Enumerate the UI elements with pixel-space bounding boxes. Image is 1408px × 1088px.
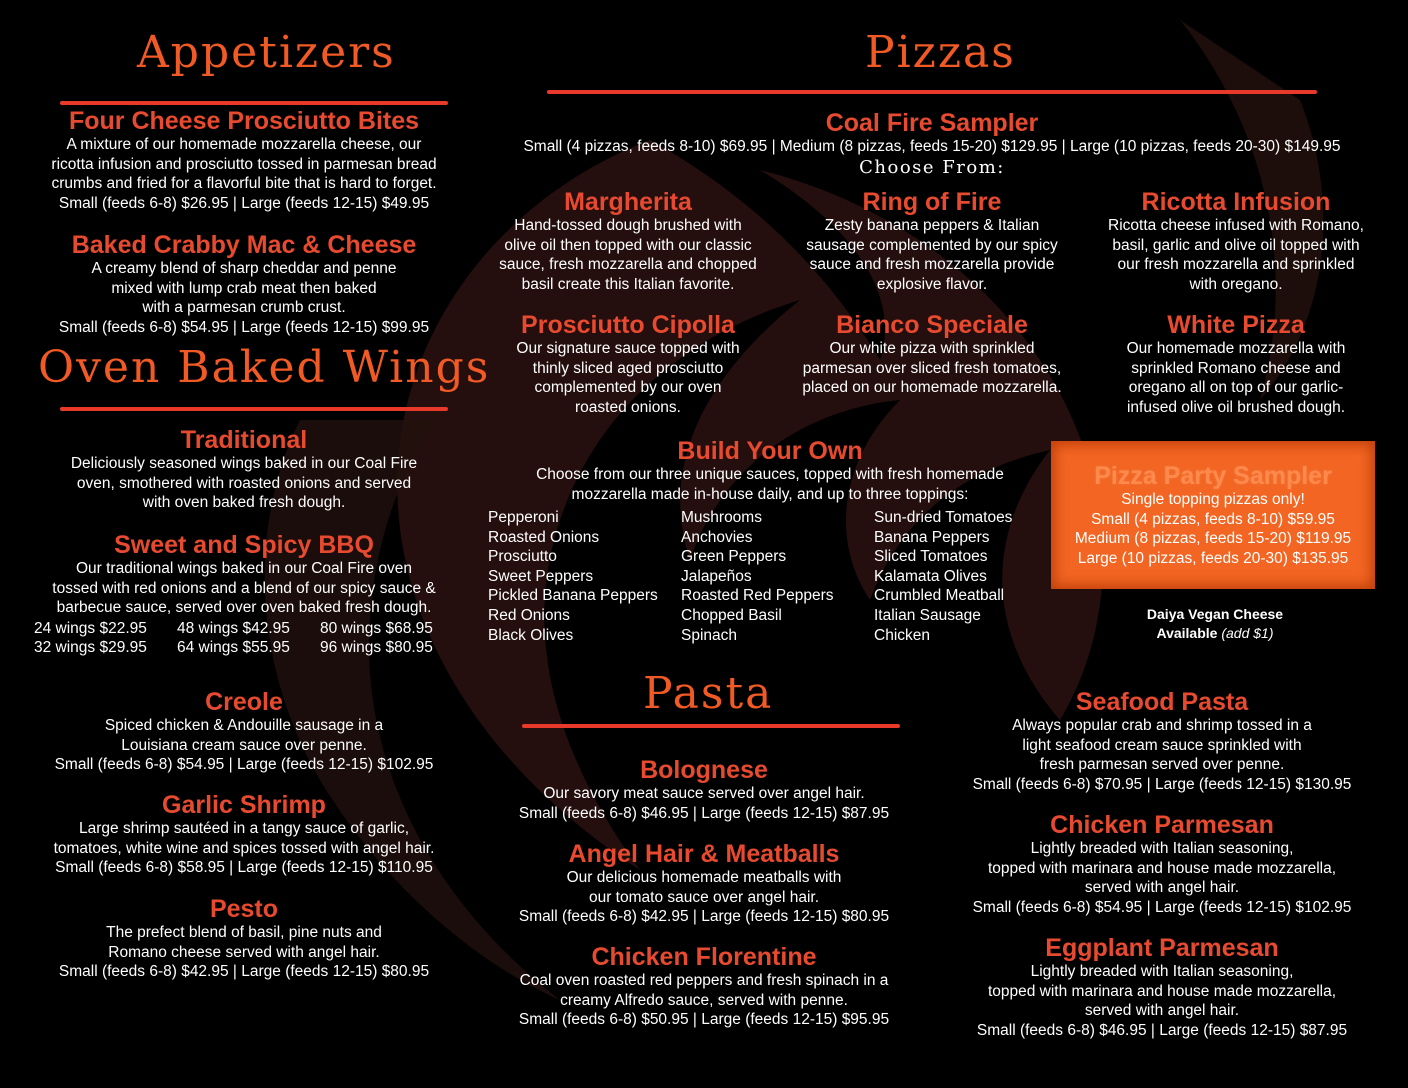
menu-item-chicken-florentine — [470, 944, 938, 1030]
item-desc-line: Zesty banana peppers & Italian — [824, 217, 1040, 234]
item-title: Garlic Shrimp — [162, 791, 326, 819]
item-title: Margherita — [564, 188, 692, 216]
item-desc-line: mixed with lump crab meat then baked — [111, 279, 377, 297]
item-price-line: Small (4 pizzas, feeds 8-10) $59.95 — [1091, 510, 1335, 528]
topping: Pickled Banana Peppers — [488, 587, 658, 605]
menu-item-white-pizza — [1078, 312, 1394, 417]
item-price-line: Small (feeds 6-8) $46.95 | Large (feeds 12-15) $87.95 — [976, 1021, 1348, 1039]
menu-item-ring-of-fire — [774, 189, 1090, 294]
pizzas-heading: Pizzas — [865, 27, 1016, 78]
menu-item-angel-hair-meatballs — [470, 841, 938, 927]
topping: Italian Sausage — [874, 606, 981, 624]
item-desc-line: basil, garlic and olive oil topped with — [1112, 236, 1360, 254]
toppings-column-3 — [874, 508, 1012, 645]
item-desc-line: olive oil then topped with our classic — [504, 236, 752, 254]
item-desc-line: Hand-tossed dough brushed with — [514, 217, 742, 234]
item-title: Bianco Speciale — [836, 311, 1028, 339]
topping: Roasted Red Peppers — [681, 587, 834, 605]
topping: Green Peppers — [681, 548, 787, 566]
item-desc-line: Lightly breaded with Italian seasoning, — [1030, 963, 1294, 980]
item-desc-line: crumbs and fried for a flavorful bite that is hard to forget. — [51, 175, 437, 192]
item-title: Sweet and Spicy BBQ — [114, 531, 374, 559]
item-desc-line: oregano all on top of our garlic- — [1128, 379, 1344, 396]
wing-price: 64 wings $55.95 — [177, 639, 290, 656]
item-desc-line: tossed with red onions and a blend of our spicy sauce & — [52, 579, 436, 597]
item-title: Pesto — [209, 895, 279, 923]
item-desc-line: complemented by our oven — [534, 379, 722, 396]
menu-item-bolognese — [470, 757, 938, 823]
item-title: Traditional — [180, 426, 308, 454]
item-desc-line: Ricotta cheese infused with Romano, — [1108, 217, 1364, 234]
item-title: White Pizza — [1167, 311, 1305, 339]
item-title: Seafood Pasta — [1075, 688, 1249, 716]
item-desc-line: Large shrimp sautéed in a tangy sauce of garlic, — [79, 820, 409, 837]
item-desc-line: A mixture of our homemade mozzarella cheese, our — [66, 136, 422, 153]
item-title: Ring of Fire — [862, 188, 1002, 216]
item-title: Ricotta Infusion — [1141, 188, 1331, 216]
topping: Chicken — [874, 626, 930, 644]
item-desc-line: roasted onions. — [575, 398, 681, 416]
item-price-line: Small (feeds 6-8) $26.95 | Large (feeds 12-15) $49.95 — [58, 194, 430, 212]
item-desc-line: Lightly breaded with Italian seasoning, — [1030, 840, 1294, 857]
vegan-cheese-note — [1120, 605, 1310, 643]
choose-from-label: Choose From: — [859, 156, 1005, 178]
item-desc-line: with oven baked fresh dough. — [142, 494, 346, 511]
item-price-line: Small (feeds 6-8) $70.95 | Large (feeds 12-15) $130.95 — [972, 775, 1352, 793]
menu-item-eggplant-parmesan — [942, 935, 1382, 1040]
menu-item-seafood-pasta — [942, 689, 1382, 794]
item-desc-line: thinly sliced aged prosciutto — [532, 359, 724, 377]
menu-item-chicken-parmesan — [942, 812, 1382, 917]
item-desc-line: Spiced chicken & Andouille sausage in a — [104, 717, 384, 734]
item-price-line: Small (feeds 6-8) $54.95 | Large (feeds 12-15) $102.95 — [972, 898, 1352, 916]
item-desc-line: served with angel hair. — [1084, 1002, 1240, 1019]
topping: Red Onions — [488, 606, 570, 624]
vegan-add-price: (add $1) — [1221, 625, 1274, 641]
item-desc-line: Louisiana cream sauce over penne. — [121, 736, 367, 754]
item-desc-line: light seafood cream sauce sprinkled with — [1022, 736, 1302, 754]
toppings-column-2 — [681, 508, 834, 645]
item-desc-line: Our signature sauce topped with — [516, 340, 740, 357]
topping: Anchovies — [681, 528, 753, 546]
item-desc-line: sauce and fresh mozzarella provide — [809, 256, 1055, 273]
appetizers-heading: Appetizers — [137, 27, 396, 78]
wing-price: 24 wings $22.95 — [34, 620, 147, 637]
topping: Black Olives — [488, 626, 574, 644]
item-price-line: Large (10 pizzas, feeds 20-30) $135.95 — [1077, 549, 1349, 567]
topping: Pepperoni — [488, 509, 559, 526]
item-desc-line: parmesan over sliced fresh tomatoes, — [802, 359, 1062, 377]
item-title: Eggplant Parmesan — [1045, 934, 1279, 962]
wings-heading: Oven Baked Wings — [38, 342, 491, 393]
menu-item-ricotta-infusion — [1078, 189, 1394, 294]
item-desc-line: with oregano. — [1189, 275, 1283, 293]
item-desc-line: topped with marinara and house made mozzarella, — [987, 859, 1337, 877]
item-desc-line: Our homemade mozzarella with — [1126, 340, 1346, 357]
item-price-line: Medium (8 pizzas, feeds 15-20) $119.95 — [1074, 530, 1352, 547]
item-desc-line: basil create this Italian favorite. — [521, 275, 735, 293]
item-price-line: Small (feeds 6-8) $42.95 | Large (feeds 12-15) $80.95 — [58, 963, 430, 980]
item-title: Chicken Florentine — [591, 943, 817, 971]
item-desc-line: Single topping pizzas only! — [1121, 491, 1305, 508]
item-title: Chicken Parmesan — [1050, 811, 1274, 839]
wings-rule — [60, 407, 448, 411]
wing-price: 80 wings $68.95 — [320, 620, 433, 637]
menu-item-margherita — [470, 189, 786, 294]
menu-item-bbq-wings — [24, 532, 464, 618]
topping: Banana Peppers — [874, 528, 990, 546]
item-desc-line: Deliciously seasoned wings baked in our Coal Fire — [70, 455, 418, 472]
item-desc-line: Our delicious homemade meatballs with — [566, 869, 842, 886]
item-desc-line: placed on our homemade mozzarella. — [802, 379, 1062, 396]
item-desc-line: our fresh mozzarella and sprinkled — [1117, 256, 1355, 273]
build-your-own — [470, 438, 1070, 504]
item-desc-line: our tomato sauce over angel hair. — [588, 888, 820, 906]
topping: Sun-dried Tomatoes — [874, 509, 1013, 526]
item-price-line: Small (feeds 6-8) $46.95 | Large (feeds 12-15) $87.95 — [518, 804, 890, 822]
item-title: Bolognese — [640, 756, 768, 784]
item-desc-line: A creamy blend of sharp cheddar and penne — [91, 260, 397, 277]
item-desc-line: sauce, fresh mozzarella and chopped — [499, 256, 757, 273]
item-price-line: Small (feeds 6-8) $50.95 | Large (feeds 12-15) $95.95 — [518, 1011, 890, 1028]
item-desc-line: Our traditional wings baked in our Coal Fire oven — [75, 560, 412, 577]
item-desc-line: sausage complemented by our spicy — [806, 236, 1058, 254]
item-desc-line: infused olive oil brushed dough. — [1126, 398, 1345, 416]
topping: Mushrooms — [681, 509, 762, 526]
wing-price: 48 wings $42.95 — [177, 620, 290, 637]
menu-item-pesto — [24, 896, 464, 982]
topping: Sliced Tomatoes — [874, 548, 988, 566]
pizzas-rule — [547, 90, 1317, 94]
menu-item-prosciutto-cipolla — [470, 312, 786, 417]
topping: Spinach — [681, 626, 738, 644]
item-desc-line: topped with marinara and house made mozzarella, — [987, 982, 1337, 1000]
pizza-party-sampler-box — [1051, 441, 1375, 589]
menu-item-crabby-mac — [24, 232, 464, 337]
item-desc-line: explosive flavor. — [876, 275, 988, 293]
item-desc-line: Always popular crab and shrimp tossed in a — [1012, 717, 1312, 734]
menu-item-traditional-wings — [24, 427, 464, 513]
topping: Chopped Basil — [681, 606, 782, 624]
menu-item-four-cheese — [24, 108, 464, 213]
item-desc-line: tomatoes, white wine and spices tossed with angel hair. — [53, 839, 435, 857]
item-desc-line: Coal oven roasted red peppers and fresh spinach in a — [519, 972, 889, 989]
item-desc-line: Our savory meat sauce served over angel hair. — [543, 785, 865, 802]
toppings-column-1 — [488, 508, 658, 645]
coal-fire-sampler — [480, 110, 1384, 179]
item-title: Pizza Party Sampler — [1094, 462, 1332, 490]
item-desc-line: oven, smothered with roasted onions and served — [76, 474, 412, 492]
item-desc-line: creamy Alfredo sauce, served with penne. — [560, 991, 848, 1009]
item-desc-line: fresh parmesan served over penne. — [1039, 756, 1285, 773]
menu-item-garlic-shrimp — [24, 792, 464, 878]
item-desc-line: Romano cheese served with angel hair. — [108, 943, 380, 961]
item-title: Prosciutto Cipolla — [521, 311, 735, 339]
wing-price: 96 wings $80.95 — [320, 639, 433, 656]
topping: Roasted Onions — [488, 528, 600, 546]
menu-item-creole — [24, 689, 464, 775]
topping: Crumbled Meatball — [874, 587, 1005, 605]
appetizers-rule — [60, 101, 448, 105]
item-price-line: Small (feeds 6-8) $58.95 | Large (feeds 12-15) $110.95 — [55, 859, 433, 876]
item-title: Creole — [205, 688, 283, 716]
item-desc-line: Choose from our three unique sauces, topped with fresh homemade — [536, 466, 1004, 483]
topping: Kalamata Olives — [874, 567, 987, 585]
item-desc-line: with a parmesan crumb crust. — [142, 299, 346, 316]
topping: Jalapeños — [681, 567, 752, 585]
item-desc-line: Our white pizza with sprinkled — [829, 340, 1035, 357]
item-price-line: Small (feeds 6-8) $54.95 | Large (feeds 12-15) $99.95 — [58, 318, 430, 336]
item-desc-line: mozzarella made in-house daily, and up to three toppings: — [571, 485, 969, 503]
item-price-line: Small (feeds 6-8) $54.95 | Large (feeds 12-15) $102.95 — [54, 756, 434, 773]
item-desc-line: ricotta infusion and prosciutto tossed in parmesan bread — [51, 155, 437, 173]
sampler-prices: Small (4 pizzas, feeds 8-10) $69.95 | Medium (8 pizzas, feeds 15-20) $129.95 | Large (10 pizzas, feeds 20-30) $149.95 — [523, 138, 1341, 155]
item-title: Angel Hair & Meatballs — [568, 840, 840, 868]
item-title: Coal Fire Sampler — [825, 109, 1039, 137]
item-title: Four Cheese Prosciutto Bites — [68, 107, 420, 135]
topping: Sweet Peppers — [488, 567, 594, 585]
item-desc-line: barbecue sauce, served over oven baked fresh dough. — [56, 599, 432, 616]
item-desc-line: sprinkled Romano cheese and — [1131, 359, 1341, 377]
item-title: Baked Crabby Mac & Cheese — [71, 231, 417, 259]
item-price-line: Small (feeds 6-8) $42.95 | Large (feeds 12-15) $80.95 — [518, 908, 890, 925]
item-title: Build Your Own — [677, 437, 863, 465]
vegan-line-1: Daiya Vegan Cheese — [1146, 606, 1284, 622]
wing-price: 32 wings $29.95 — [34, 639, 147, 656]
pasta-heading: Pasta — [643, 668, 774, 719]
pasta-rule — [522, 724, 900, 728]
menu-item-bianco-speciale — [774, 312, 1090, 398]
item-desc-line: served with angel hair. — [1084, 879, 1240, 896]
item-desc-line: The prefect blend of basil, pine nuts and — [106, 924, 382, 941]
vegan-line-2: Available — [1156, 625, 1218, 641]
topping: Prosciutto — [488, 548, 557, 566]
